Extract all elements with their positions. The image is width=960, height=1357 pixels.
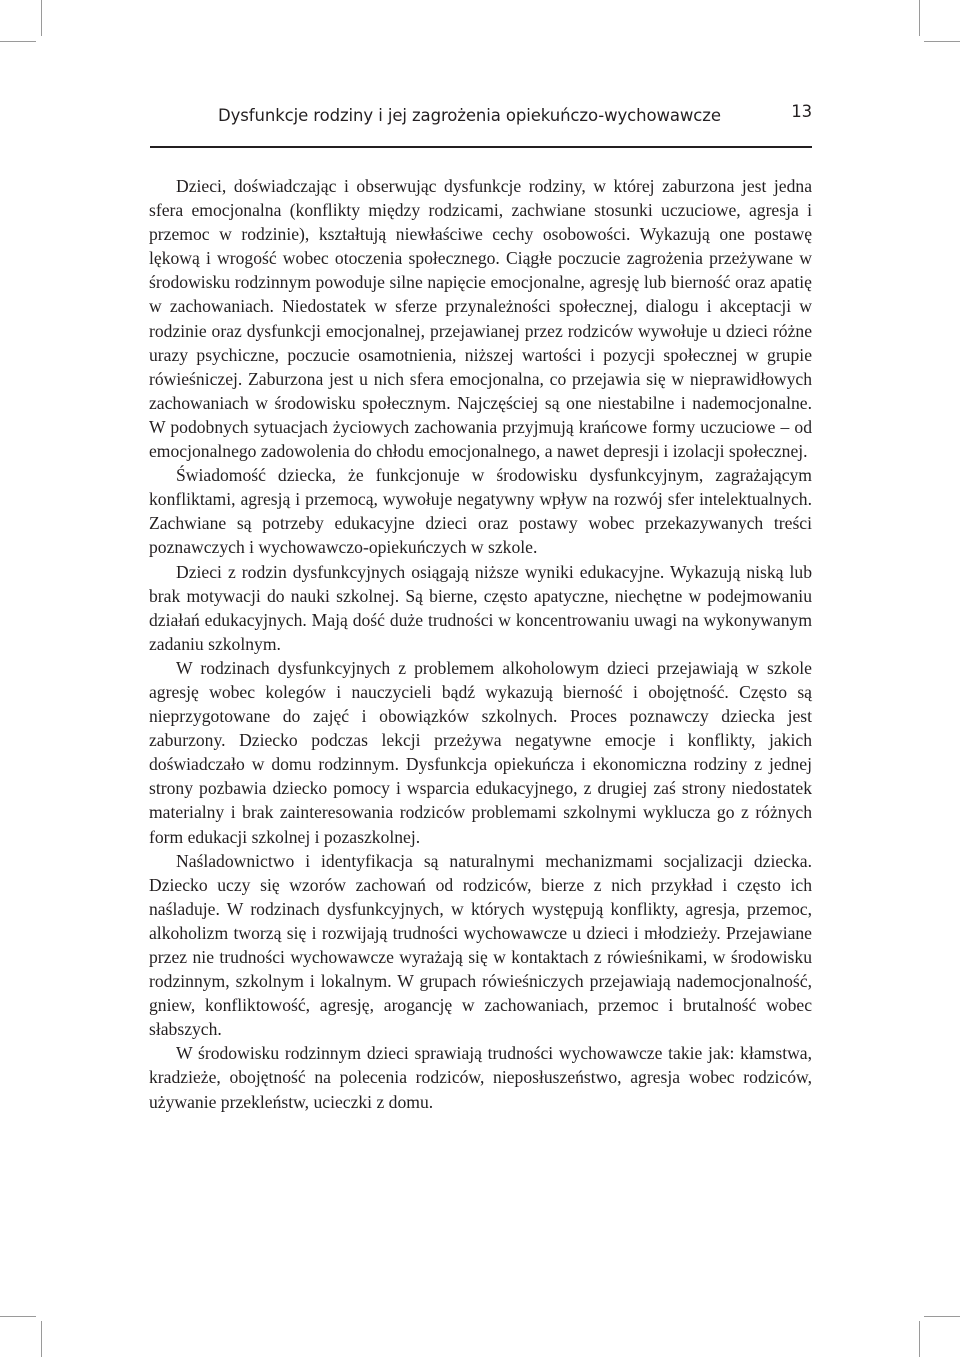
paragraph: Świadomość dziecka, że funkcjonuje w środowisku dysfunkcyjnym, zagrażającym konfliktami, agresją i przemocą, wywołuje negatywny wpływ na rozwój sfer intelektualnych. Zachwiane są potrzeby edukacyjne dzieci oraz postawy wobec przekazywanych treści poznawczych i wychowawczo-opiekuńczych w szkole.	[149, 465, 812, 558]
page-number: 13	[791, 102, 812, 121]
paragraph: W rodzinach dysfunkcyjnych z problemem alkoholowym dzieci przejawiają w szkole agresję wobec kolegów i nauczycieli bądź wykazują bierność i obojętność. Często są nieprzygotowane do zajęć i obowiązków szkolnych. Proces poznawczy dziecka jest zaburzony. Dziecko podczas lekcji przeżywa negatywne emocje i konflikty, jakich doświadczało w domu rodzinnym. Dysfunkcja opiekuńcza i ekonomiczna rodziny z jednej strony pozbawia dziecko pomocy i wsparcia edukacyjnego, z drugiej zaś strony niedostatek materialny i brak zainteresowania rodziców problemami szkolnymi wyklucza go z różnych form edukacji szkolnej i pozaszkolnej.	[149, 657, 812, 847]
crop-mark	[0, 1316, 36, 1317]
paragraph: Dzieci, doświadczając i obserwując dysfunkcje rodziny, w której zaburzona jest jedna sfera emocjonalna (konflikty między rodzicami, zachwiane stosunki uczuciowe, agresja i przemoc w rodzinie), kształtują niewłaściwe cechy osobowości. Wykazują one postawę lękową i wrogość wobec otoczenia społecznego. Ciągłe poczucie zagrożenia przeżywane w środowisku rodzinnym powoduje silne napięcie emocjonalne, agresję lub bierność oraz apatię w zachowaniach. Niedostatek w sferze przynależności społecznej, dialogu i akceptacji w rodzinie oraz dysfunkcji emocjonalnej, przejawianej przez rodziców wywołuje u dzieci różne urazy psychiczne, poczucie osamotnienia, niższej wartości i pozycji społecznej w grupie rówieśniczej. Zaburzona jest u nich sfera emocjonalna, co przejawia się w nieprawidłowych zachowaniach w środowisku społecznym. Najczęściej są one niestabilne i nademocjonalne. W podobnych sytuacjach życiowych zachowania przyjmują krańcowe formy uczuciowe – od emocjonalnego zadowolenia do chłodu emocjonalnego, a nawet depresji i izolacji społecznej.	[149, 176, 812, 462]
running-head-title: Dysfunkcje rodziny i jej zagrożenia opiekuńczo-wychowawcze	[218, 106, 721, 125]
body-text	[149, 174, 812, 1114]
header-rule	[150, 146, 812, 148]
crop-mark	[924, 41, 960, 42]
crop-mark	[919, 0, 920, 36]
paragraph: W środowisku rodzinnym dzieci sprawiają trudności wychowawcze takie jak: kłamstwa, kradzieże, obojętność na polecenia rodziców, nieposłuszeństwo, agresja wobec rodziców, używanie przekleństw, ucieczki z domu.	[149, 1043, 812, 1112]
running-head	[218, 102, 812, 132]
crop-mark	[919, 1321, 920, 1357]
crop-mark	[924, 1316, 960, 1317]
crop-mark	[41, 1321, 42, 1357]
paragraph: Naśladownictwo i identyfikacja są naturalnymi mechanizmami socjalizacji dziecka. Dziecko uczy się wzorów zachowań od rodziców, bierze z nich przykład i często ich naśladuje. W rodzinach dysfunkcyjnych, w których występują konflikty, agresja, przemoc, alkoholizm tworzą się i rozwijają trudności wychowawcze u dzieci i młodzieży. Przejawiane przez nie trudności wychowawcze wyrażają się w kontaktach z rówieśnikami, w środowisku rodzinnym, szkolnym i lokalnym. W grupach rówieśniczych przejawiają nademocjonalność, gniew, konfliktowość, agresję, arogancję w zachowaniach, przemoc i brutalność wobec słabszych.	[149, 850, 812, 1040]
crop-mark	[0, 41, 36, 42]
paragraph: Dzieci z rodzin dysfunkcyjnych osiągają niższe wyniki edukacyjne. Wykazują niską lub brak motywacji do nauki szkolnej. Są bierne, często apatyczne, niechętne w podejmowaniu działań edukacyjnych. Mają dość duże trudności w koncentrowaniu uwagi na wykonywanym zadaniu szkolnym.	[149, 561, 812, 654]
crop-mark	[41, 0, 42, 36]
